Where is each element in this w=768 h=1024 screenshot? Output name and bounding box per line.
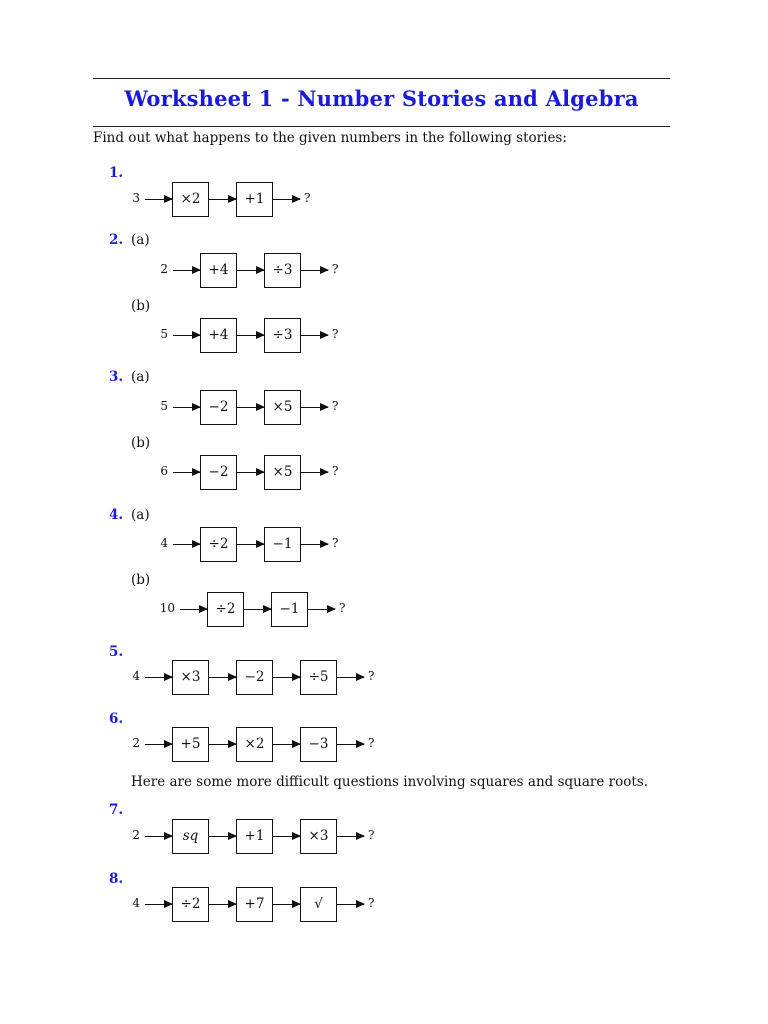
flow-arrow <box>273 199 300 200</box>
flow-arrow <box>237 270 264 271</box>
operation-box: sq <box>172 819 209 854</box>
answer-placeholder: ? <box>339 601 346 615</box>
operation-box: +4 <box>200 318 237 353</box>
flow-arrow <box>237 335 264 336</box>
operation-box: ×5 <box>264 455 301 490</box>
flow-arrow <box>209 677 236 678</box>
start-number: 5 <box>160 327 168 341</box>
operation-box: −3 <box>300 727 337 762</box>
operation-box: −1 <box>271 592 308 627</box>
flow-arrow <box>209 199 236 200</box>
start-number: 2 <box>132 828 140 842</box>
flow-arrow <box>337 904 364 905</box>
operation-box: ÷2 <box>207 592 244 627</box>
flow-arrow <box>301 544 328 545</box>
flow-arrow <box>273 904 300 905</box>
answer-placeholder: ? <box>368 669 375 683</box>
flow-arrow <box>273 744 300 745</box>
flow-arrow <box>145 744 172 745</box>
start-number: 10 <box>159 601 175 615</box>
operation-box: ×2 <box>172 182 209 217</box>
operation-box: +5 <box>172 727 209 762</box>
operation-box: +1 <box>236 182 273 217</box>
question-number: 3. <box>109 369 124 385</box>
flow-arrow <box>173 407 200 408</box>
start-number: 4 <box>132 669 140 683</box>
flow-arrow <box>337 744 364 745</box>
operation-box: +7 <box>236 887 273 922</box>
intro-text: Find out what happens to the given numbers in the following stories: <box>93 130 567 146</box>
answer-placeholder: ? <box>332 262 339 276</box>
question-number: 4. <box>109 507 124 523</box>
operation-box: √ <box>300 887 337 922</box>
operation-box: −2 <box>236 660 273 695</box>
flow-arrow <box>173 335 200 336</box>
subpart-label: (b) <box>131 298 151 314</box>
operation-box: ×3 <box>172 660 209 695</box>
question-number: 1. <box>109 165 124 181</box>
answer-placeholder: ? <box>332 536 339 550</box>
flow-arrow <box>209 904 236 905</box>
operation-box: ×5 <box>264 390 301 425</box>
start-number: 4 <box>160 536 168 550</box>
answer-placeholder: ? <box>368 736 375 750</box>
subpart-label: (a) <box>131 232 150 248</box>
flow-arrow <box>209 744 236 745</box>
operation-box: ÷2 <box>172 887 209 922</box>
answer-placeholder: ? <box>304 191 311 205</box>
question-number: 2. <box>109 232 124 248</box>
subpart-label: (b) <box>131 572 151 588</box>
operation-box: −2 <box>200 455 237 490</box>
operation-box: ÷2 <box>200 527 237 562</box>
answer-placeholder: ? <box>332 399 339 413</box>
flow-arrow <box>145 677 172 678</box>
start-number: 2 <box>160 262 168 276</box>
flow-arrow <box>237 544 264 545</box>
operation-box: +1 <box>236 819 273 854</box>
worksheet-title: Worksheet 1 - Number Stories and Algebra <box>124 86 639 111</box>
flow-arrow <box>337 677 364 678</box>
flow-arrow <box>301 270 328 271</box>
flow-arrow <box>145 836 172 837</box>
operation-box: ×2 <box>236 727 273 762</box>
flow-arrow <box>244 609 271 610</box>
flow-arrow <box>180 609 207 610</box>
flow-arrow <box>145 904 172 905</box>
flow-arrow <box>145 199 172 200</box>
flow-arrow <box>237 472 264 473</box>
operation-box: −2 <box>200 390 237 425</box>
operation-box: ÷3 <box>264 253 301 288</box>
answer-placeholder: ? <box>368 896 375 910</box>
difficulty-note: Here are some more difficult questions involving squares and square roots. <box>131 774 648 790</box>
flow-arrow <box>308 609 335 610</box>
start-number: 2 <box>132 736 140 750</box>
operation-box: ÷3 <box>264 318 301 353</box>
flow-arrow <box>337 836 364 837</box>
operation-box: +4 <box>200 253 237 288</box>
question-number: 6. <box>109 711 124 727</box>
start-number: 5 <box>160 399 168 413</box>
operation-box: ÷5 <box>300 660 337 695</box>
start-number: 3 <box>132 191 140 205</box>
flow-arrow <box>173 270 200 271</box>
question-number: 8. <box>109 871 124 887</box>
flow-arrow <box>301 472 328 473</box>
flow-arrow <box>273 677 300 678</box>
flow-arrow <box>301 407 328 408</box>
flow-arrow <box>273 836 300 837</box>
operation-box: −1 <box>264 527 301 562</box>
answer-placeholder: ? <box>332 327 339 341</box>
flow-arrow <box>173 472 200 473</box>
title-rule <box>93 126 670 127</box>
question-number: 7. <box>109 802 124 818</box>
flow-arrow <box>173 544 200 545</box>
top-rule <box>93 78 670 79</box>
answer-placeholder: ? <box>368 828 375 842</box>
subpart-label: (a) <box>131 369 150 385</box>
subpart-label: (a) <box>131 507 150 523</box>
subpart-label: (b) <box>131 435 151 451</box>
start-number: 4 <box>132 896 140 910</box>
question-number: 5. <box>109 644 124 660</box>
flow-arrow <box>209 836 236 837</box>
flow-arrow <box>237 407 264 408</box>
flow-arrow <box>301 335 328 336</box>
start-number: 6 <box>160 464 168 478</box>
answer-placeholder: ? <box>332 464 339 478</box>
operation-box: ×3 <box>300 819 337 854</box>
